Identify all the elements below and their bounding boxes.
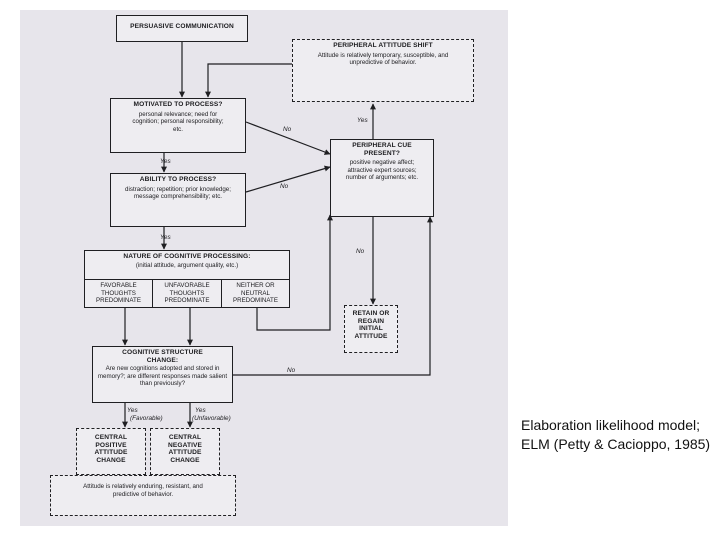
peripheral-cue-present-title: PERIPHERAL CUE PRESENT? — [352, 142, 412, 157]
peripheral-cue-present-box — [330, 139, 434, 217]
persuasive-communication-box — [116, 15, 248, 42]
label-yes-cue: Yes — [357, 117, 368, 124]
label-no-cue: No — [356, 248, 365, 255]
label-yes-ability: Yes — [160, 234, 171, 241]
neither-neutral-cell — [221, 279, 290, 308]
label-unfavorable-paren: (Unfavorable) — [192, 415, 231, 422]
label-no-structure: No — [287, 367, 296, 374]
ability-to-process-title: ABILITY TO PROCESS? — [139, 176, 217, 183]
unfavorable-thoughts-text: UNFAVORABLE THOUGHTS PREDOMINATE — [164, 282, 210, 305]
slide-caption: Elaboration likelihood model; ELM (Petty & Cacioppo, 1985) — [521, 417, 711, 452]
cognitive-structure-change-body: Are new cognitions adopted and stored in memory?; are different responses made salient than previously? — [97, 365, 228, 388]
unfavorable-thoughts-cell — [152, 279, 222, 308]
label-no-ability: No — [280, 183, 289, 190]
ability-to-process-box — [110, 173, 246, 227]
motivated-to-process-box — [110, 98, 246, 153]
peripheral-attitude-shift-box — [292, 39, 474, 102]
arrow-shift-to-motivated — [208, 64, 292, 97]
nature-of-processing-box — [84, 250, 290, 280]
peripheral-cue-present-body: positive negative affect; attractive expert sources; number of arguments; etc. — [345, 159, 419, 182]
cognitive-structure-change-title: COGNITIVE STRUCTURE CHANGE: — [122, 349, 203, 364]
favorable-thoughts-cell — [84, 279, 153, 308]
enduring-attitude-box — [50, 475, 236, 516]
central-positive-change-box — [76, 428, 146, 475]
motivated-to-process-title: MOTIVATED TO PROCESS? — [133, 101, 223, 108]
cognitive-structure-change-box — [92, 346, 233, 403]
central-positive-change-title: CENTRAL POSITIVE ATTITUDE CHANGE — [94, 434, 128, 464]
label-yes-favorable: Yes — [127, 407, 138, 414]
neither-neutral-text: NEITHER OR NEUTRAL PREDOMINATE — [233, 282, 278, 305]
enduring-attitude-body: Attitude is relatively enduring, resistant, and predictive of behavior. — [83, 483, 203, 498]
label-favorable-paren: (Favorable) — [130, 415, 163, 422]
persuasive-communication-title: PERSUASIVE COMMUNICATION — [130, 23, 234, 30]
label-no-motivated: No — [283, 126, 292, 133]
central-negative-change-box — [150, 428, 220, 475]
motivated-to-process-body: personal relevance; need for cognition; personal responsibility; etc. — [132, 110, 224, 133]
ability-to-process-body: distraction; repetition; prior knowledge; message comprehensibility; etc. — [125, 185, 231, 201]
label-yes-motivated: Yes — [160, 158, 171, 165]
favorable-thoughts-text: FAVORABLE THOUGHTS PREDOMINATE — [96, 282, 141, 305]
retain-initial-attitude-box — [344, 305, 398, 353]
central-negative-change-title: CENTRAL NEGATIVE ATTITUDE CHANGE — [167, 434, 203, 464]
nature-of-processing-body: (initial attitude, argument quality, etc.) — [135, 261, 239, 269]
peripheral-attitude-shift-body: Attitude is relatively temporary, susceptible, and unpredictive of behavior. — [317, 51, 449, 67]
label-yes-unfavorable: Yes — [195, 407, 206, 414]
nature-of-processing-title: NATURE OF COGNITIVE PROCESSING: — [123, 253, 251, 260]
retain-initial-attitude-title: RETAIN OR REGAIN INITIAL ATTITUDE — [352, 310, 390, 340]
peripheral-attitude-shift-title: PERIPHERAL ATTITUDE SHIFT — [333, 42, 433, 49]
